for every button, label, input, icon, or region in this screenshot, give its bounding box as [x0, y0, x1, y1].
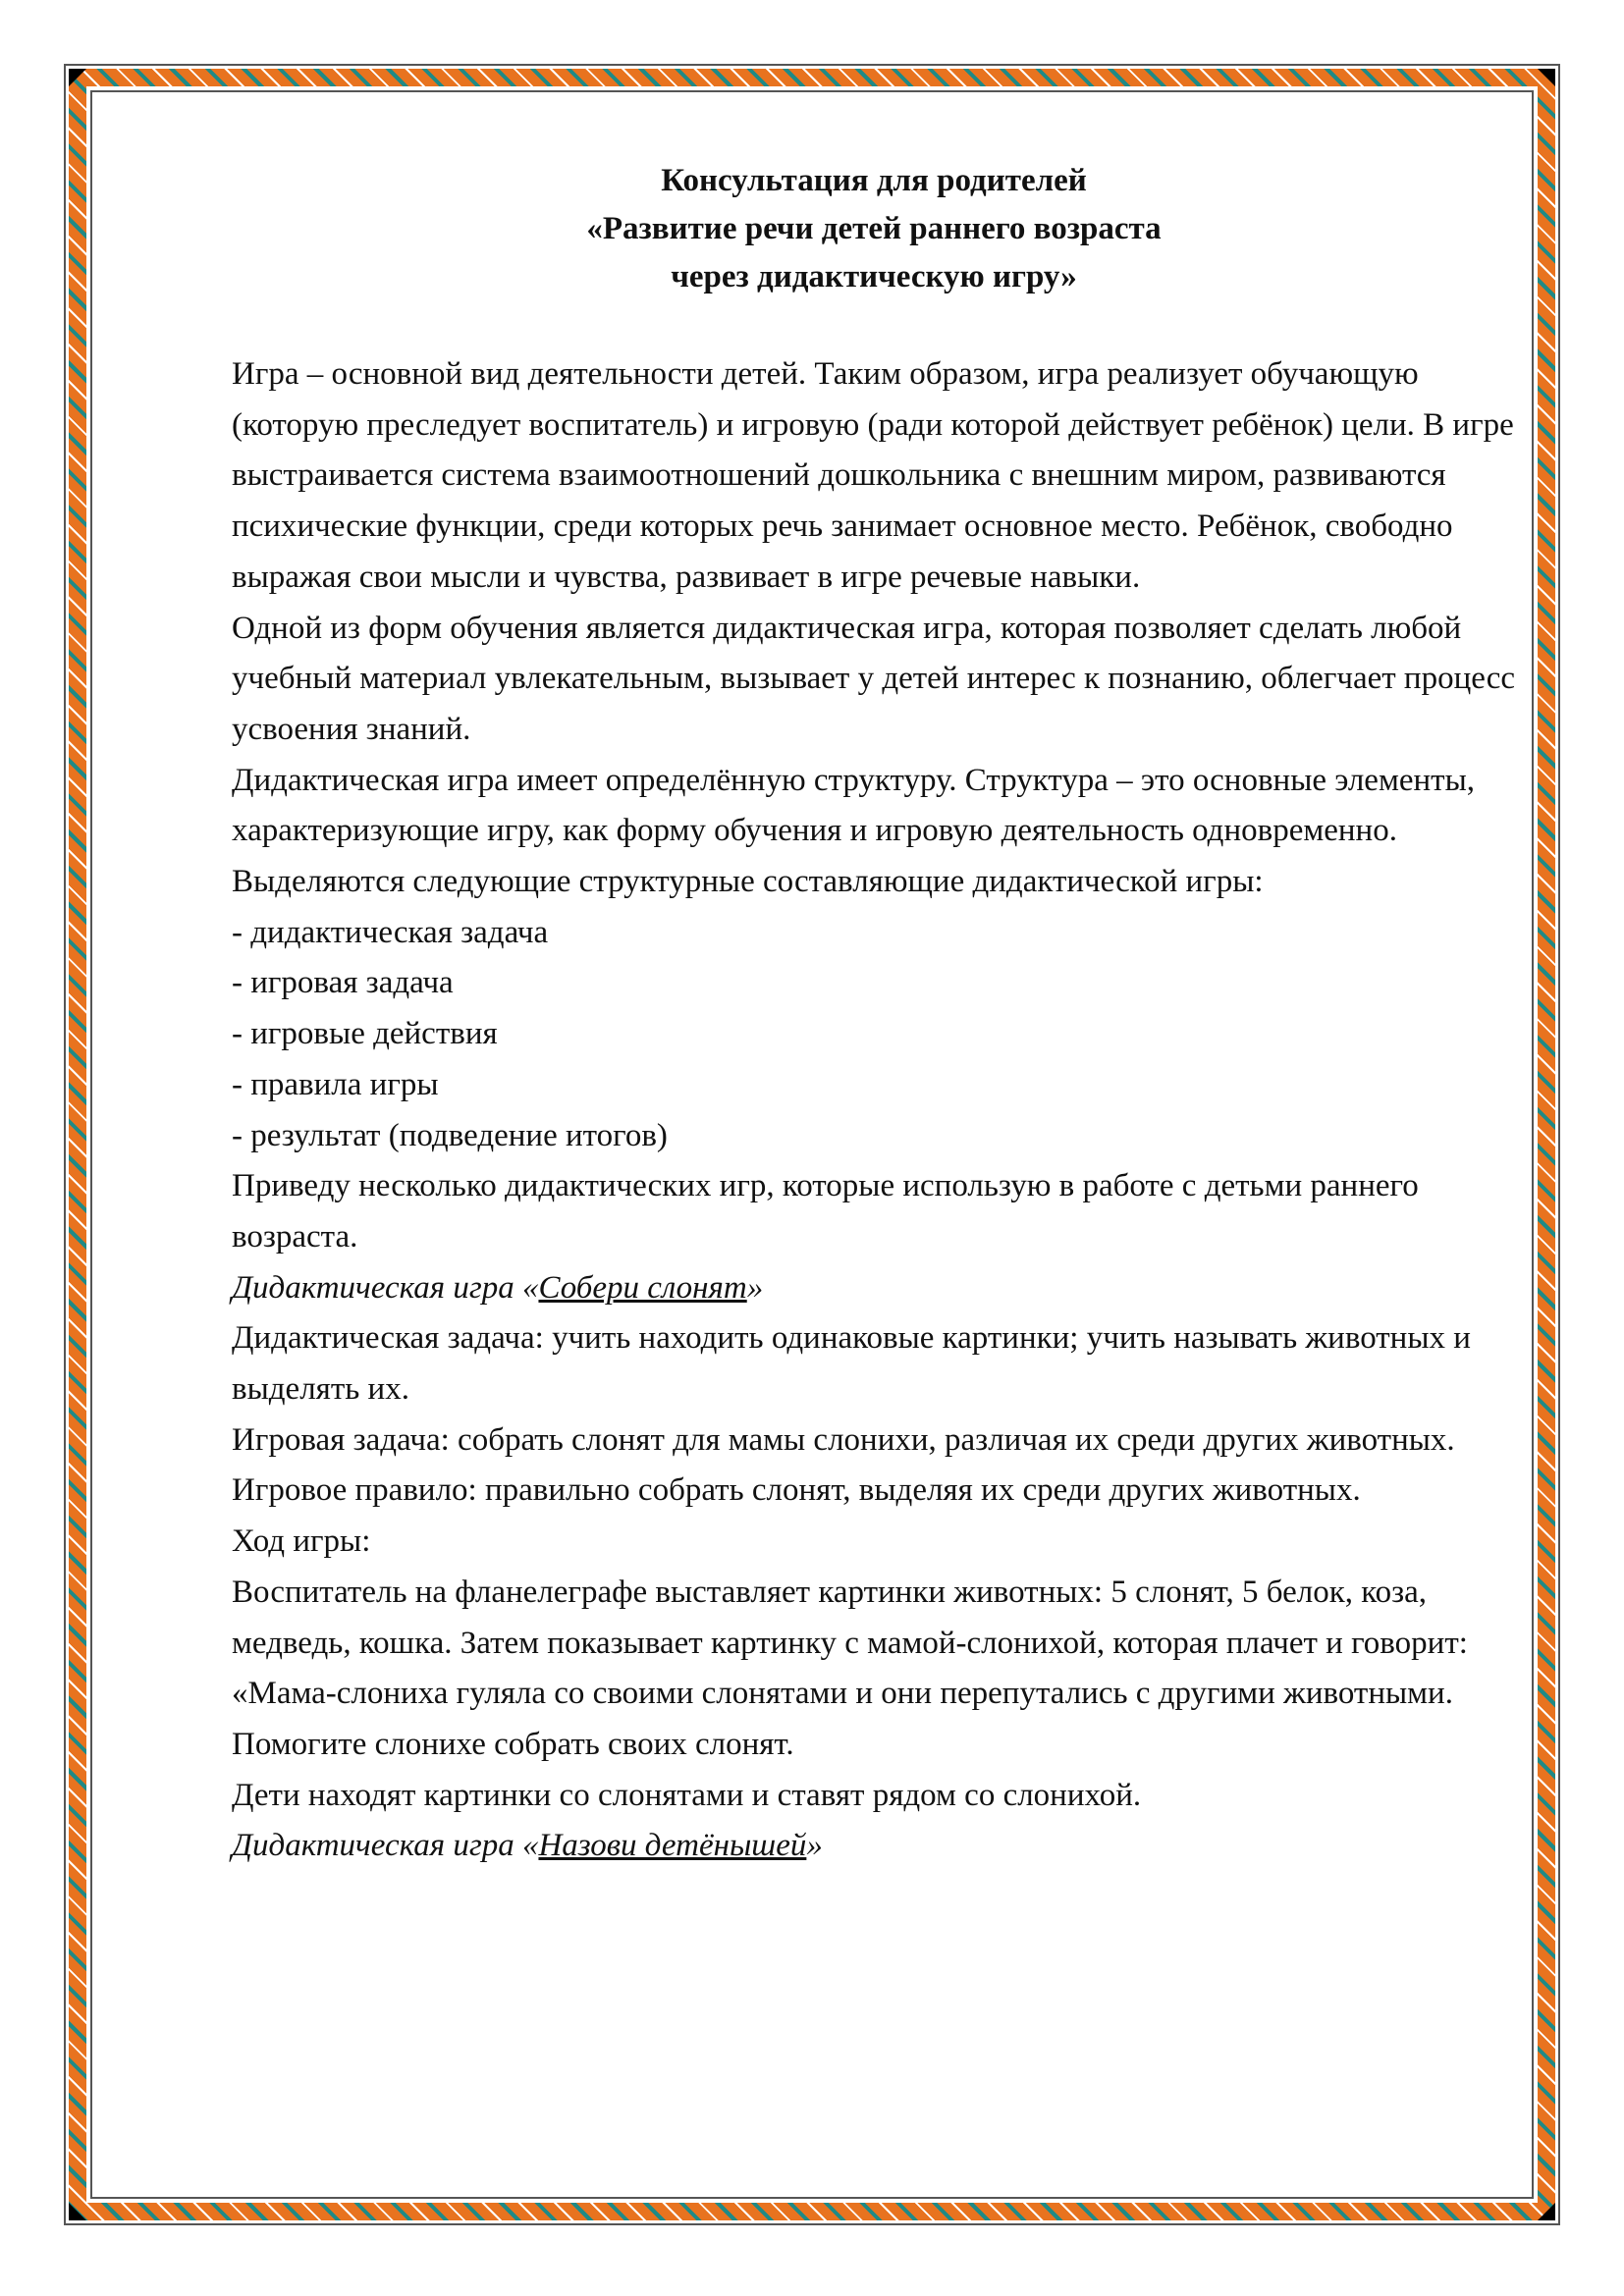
paragraph-examples: Приведу несколько дидактических игр, которые использую в работе с детьми раннего возраста.	[232, 1168, 1419, 1255]
border-corner-bottom-left	[69, 2203, 86, 2220]
game-1-flow: Воспитатель на фланелеграфе выставляет картинки животных: 5 слонят, 5 белок, коза, медведь, кошка. Затем показывает картинку с мамой-слонихой, которая плачет и говорит: «Мама-слониха гуляла со своими слонятами и они перепутались с другими животными. Помогите слонихе собрать своих слонят.	[232, 1574, 1468, 1762]
paragraph-intro: Игра – основной вид деятельности детей. Таким образом, игра реализует обучающую (которую преследует воспитатель) и игровую (ради которой действует ребёнок) цели. В игре выстраивается система взаимоотношений дошкольника с внешним миром, развиваются психические функции, среди которых речь занимает основное место. Ребёнок, свободно выражая свои мысли и чувства, развивает в игре речевые навыки.	[232, 356, 1514, 595]
game-1-heading-prefix: Дидактическая игра «	[232, 1269, 539, 1306]
game-1-didactic-task: Дидактическая задача: учить находить одинаковые картинки; учить называть животных и выделять их.	[232, 1320, 1471, 1408]
game-1-rule: Игровое правило: правильно собрать слонят, выделяя их среди других животных.	[232, 1472, 1361, 1509]
document-title	[196, 157, 1551, 301]
game-2-heading-suffix: »	[806, 1828, 823, 1864]
list-item: - игровая задача	[232, 965, 454, 1001]
document-body	[232, 349, 1528, 1872]
list-item: - результат (подведение итогов)	[232, 1117, 668, 1153]
title-line-1: Консультация для родителей	[661, 163, 1087, 198]
game-1-game-task: Игровая задача: собрать слонят для мамы слонихи, различая их среди других животных.	[232, 1421, 1455, 1458]
list-item: - дидактическая задача	[232, 914, 549, 950]
game-1-result: Дети находят картинки со слонятами и ставят рядом со слонихой.	[232, 1777, 1142, 1813]
border-corner-top-left	[69, 69, 86, 86]
border-corner-top-right	[1538, 69, 1555, 86]
game-2-heading-prefix: Дидактическая игра «	[232, 1828, 539, 1864]
game-2-heading	[232, 1821, 1528, 1872]
game-1-name: Собери слонят	[538, 1269, 747, 1306]
border-corner-bottom-right	[1538, 2203, 1555, 2220]
game-1-flow-label: Ход игры:	[232, 1523, 371, 1560]
title-line-2: «Развитие речи детей раннего возраста	[586, 211, 1162, 246]
game-1-heading	[232, 1263, 1528, 1314]
paragraph-didactic-game: Одной из форм обучения является дидактическая игра, которая позволяет сделать любой учебный материал увлекательным, вызывает у детей интерес к познанию, облегчает процесс усвоения знаний.	[232, 610, 1516, 747]
list-item: - игровые действия	[232, 1016, 498, 1052]
list-item: - правила игры	[232, 1066, 439, 1102]
game-2-name: Назови детёнышей	[538, 1828, 807, 1864]
paragraph-structure: Дидактическая игра имеет определённую структуру. Структура – это основные элементы, характеризующие игру, как форму обучения и игровую деятельность одновременно. Выделяются следующие структурные составляющие дидактической игры:	[232, 762, 1475, 900]
game-1-heading-suffix: »	[746, 1269, 764, 1306]
title-line-3: через дидактическую игру»	[671, 259, 1077, 294]
